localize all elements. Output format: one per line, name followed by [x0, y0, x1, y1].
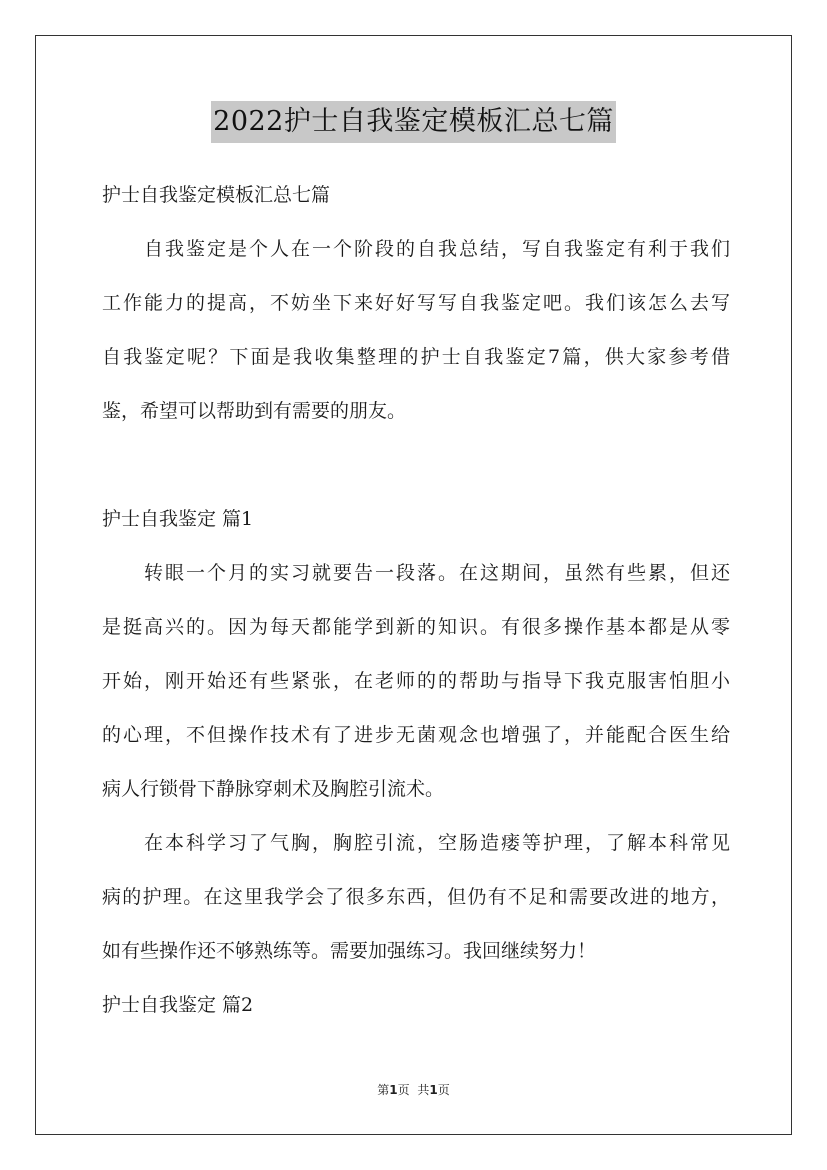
- document-title: 2022护士自我鉴定模板汇总七篇: [211, 101, 616, 143]
- section-1-para-1-line-1: 转眼一个月的实习就要告一段落。在这期间，虽然有些累，但还: [144, 562, 730, 584]
- title-container: [0, 101, 827, 143]
- section-1-para-2-line-1: 在本科学习了气胸，胸腔引流，空肠造瘘等护理，了解本科常见: [144, 832, 730, 854]
- section-1-para-1-line-4: 的心理，不但操作技术有了进步无菌观念也增强了，并能配合医生给: [102, 724, 730, 746]
- page-footer: [0, 1081, 827, 1098]
- footer-total-number: 1: [429, 1083, 438, 1097]
- section-2-heading: 护士自我鉴定 篇2: [102, 994, 254, 1016]
- section-1-heading: 护士自我鉴定 篇1: [102, 508, 254, 530]
- section-1-para-1-line-2: 是挺高兴的。因为每天都能学到新的知识。有很多操作基本都是从零: [102, 616, 730, 638]
- section-1-para-1-line-5: 病人行锁骨下静脉穿刺术及胸腔引流术。: [102, 778, 445, 800]
- section-1-para-2-line-2: 病的护理。在这里我学会了很多东西，但仍有不足和需要改进的地方，: [102, 886, 730, 908]
- footer-page-unit: 页: [397, 1083, 410, 1097]
- footer-total-unit: 页: [437, 1083, 450, 1097]
- blank-line: [102, 438, 730, 492]
- section-1-para-2-line-3: 如有些操作还不够熟练等。需要加强练习。我回继续努力！: [102, 940, 597, 962]
- footer-total-label: 共: [417, 1083, 430, 1097]
- section-1-para-1-line-3: 开始，刚开始还有些紧张，在老师的的帮助与指导下我克服害怕胆小: [102, 670, 730, 692]
- intro-line-1: 自我鉴定是个人在一个阶段的自我总结，写自我鉴定有利于我们: [144, 238, 730, 260]
- intro-line-3: 自我鉴定呢？下面是我收集整理的护士自我鉴定7篇，供大家参考借: [102, 346, 730, 368]
- intro-line-4: 鉴，希望可以帮助到有需要的朋友。: [102, 400, 407, 422]
- document-body: [102, 168, 730, 1032]
- intro-line-2: 工作能力的提高，不妨坐下来好好写写自我鉴定吧。我们该怎么去写: [102, 292, 730, 314]
- footer-page-number: 1: [389, 1083, 398, 1097]
- document-subtitle: 护士自我鉴定模板汇总七篇: [102, 184, 331, 206]
- footer-page-label: 第: [377, 1083, 390, 1097]
